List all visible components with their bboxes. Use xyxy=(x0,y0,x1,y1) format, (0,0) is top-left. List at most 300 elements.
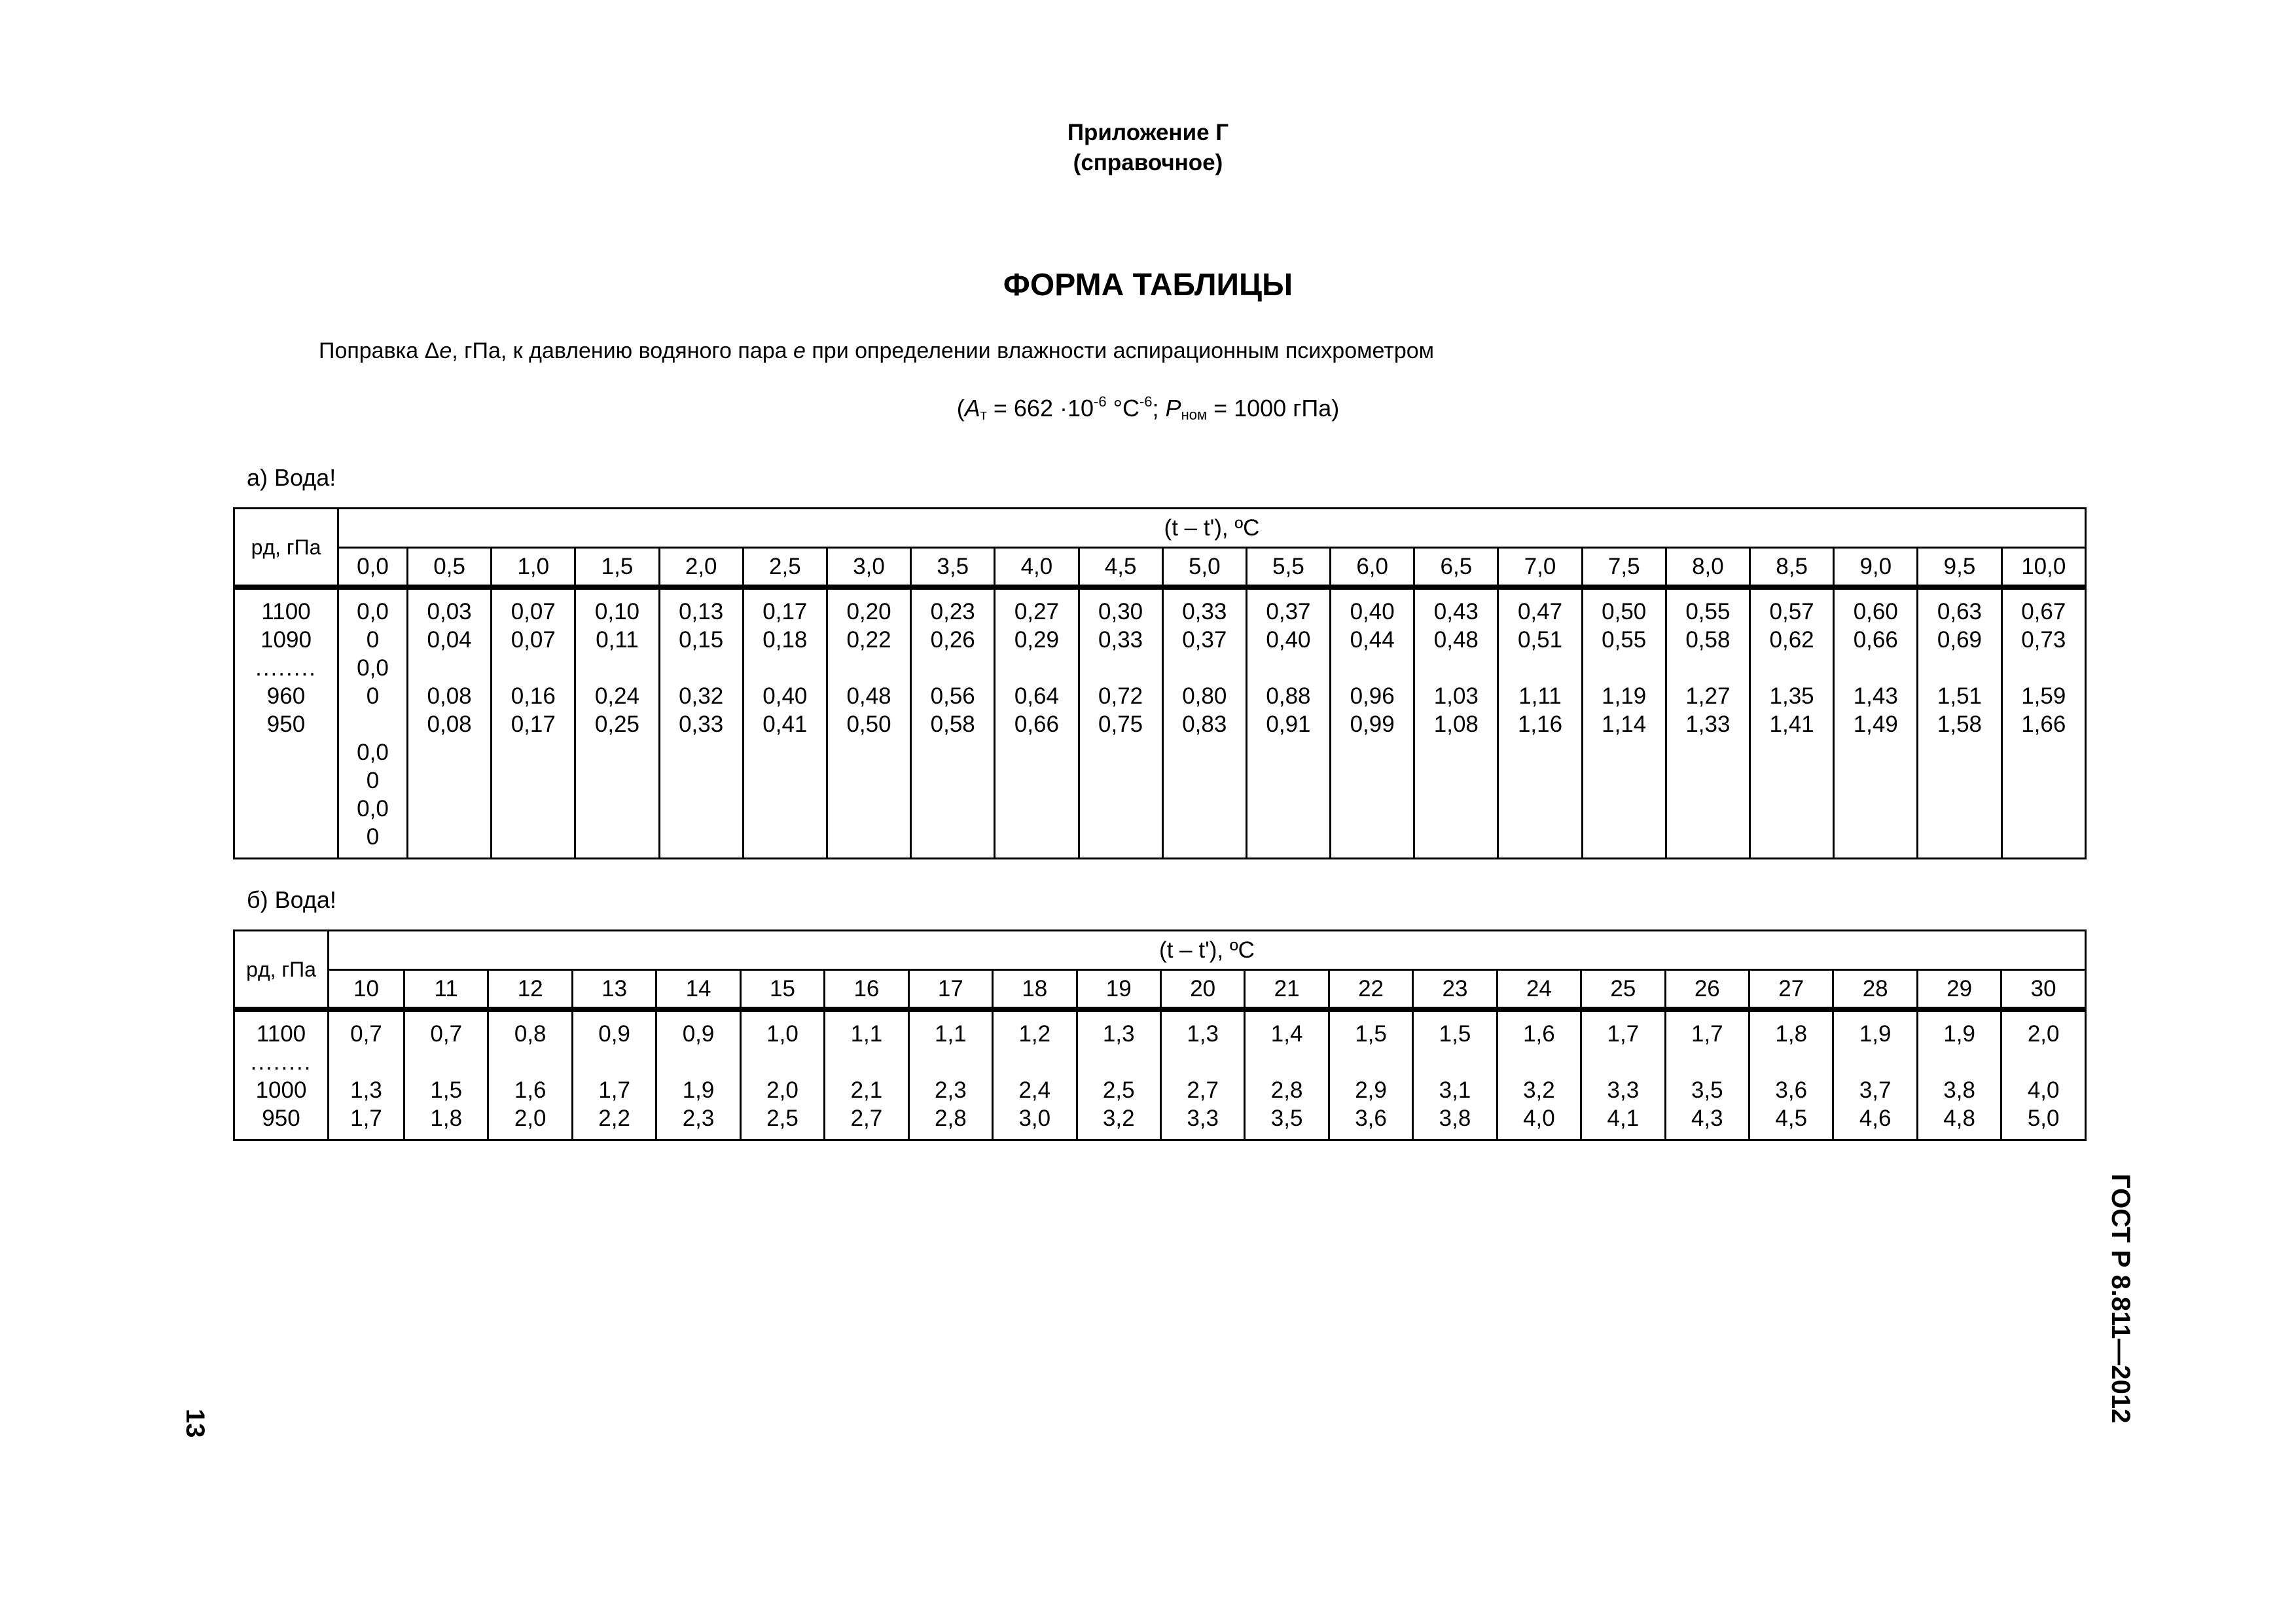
correction-value: 1,7 xyxy=(1691,1021,1723,1047)
correction-value xyxy=(912,654,994,682)
correction-value xyxy=(329,1048,403,1076)
correction-value: 1,43 xyxy=(1853,683,1898,709)
correction-value xyxy=(1498,1048,1580,1076)
correction-value: 0,7 xyxy=(350,1021,382,1047)
correction-value: 2,4 xyxy=(1018,1077,1051,1103)
delta-symbol: Δ xyxy=(424,338,440,363)
column-header: 22 xyxy=(1329,970,1412,1010)
column-header: 17 xyxy=(908,970,992,1010)
correction-value: 2,9 xyxy=(1355,1077,1387,1103)
column-header: 6,0 xyxy=(1331,548,1414,588)
value-column xyxy=(1833,1009,1917,1140)
column-header: 24 xyxy=(1497,970,1581,1010)
correction-value: 0,13 xyxy=(679,599,724,624)
correction-value: 0,60 xyxy=(1853,599,1898,624)
column-header: 9,0 xyxy=(1834,548,1918,588)
correction-value: 0,0 xyxy=(357,796,389,821)
correction-value: 3,2 xyxy=(1523,1077,1555,1103)
pressure-value: 950 xyxy=(266,712,306,737)
value-column xyxy=(1498,587,1582,859)
correction-value: 0,57 xyxy=(1769,599,1814,624)
correction-value: 3,2 xyxy=(1102,1106,1135,1131)
correction-value: 0,11 xyxy=(596,627,639,653)
column-header: 14 xyxy=(656,970,740,1010)
correction-value: 1,3 xyxy=(1102,1021,1135,1047)
value-column xyxy=(656,1009,740,1140)
column-header: 0,5 xyxy=(408,548,492,588)
value-column xyxy=(1414,587,1498,859)
value-column xyxy=(1329,1009,1412,1140)
correction-value xyxy=(1499,654,1581,682)
correction-value: 3,5 xyxy=(1691,1077,1723,1103)
correction-value: 0,64 xyxy=(1014,683,1059,709)
correction-value: 0,29 xyxy=(1014,627,1059,653)
section-b-label: б) Вода! xyxy=(247,886,336,913)
correction-value: 0,07 xyxy=(511,599,556,624)
correction-value: 1,59 xyxy=(2021,683,2066,709)
correction-value: 1,7 xyxy=(598,1077,630,1103)
correction-value: 0,9 xyxy=(682,1021,715,1047)
correction-value: 0 xyxy=(366,768,380,793)
correction-value: 2,2 xyxy=(598,1106,630,1131)
correction-value xyxy=(1414,1048,1496,1076)
correction-value: 2,0 xyxy=(2027,1021,2060,1047)
correction-value: 4,0 xyxy=(1523,1106,1555,1131)
page-number: 13 xyxy=(181,1409,209,1438)
correction-value: 0,33 xyxy=(679,712,724,737)
correction-value: 1,3 xyxy=(1187,1021,1219,1047)
correction-value: 3,0 xyxy=(1018,1106,1051,1131)
value-column xyxy=(825,1009,908,1140)
correction-value: 0,07 xyxy=(511,627,556,653)
correction-value: 0,04 xyxy=(427,627,472,653)
column-header: 4,0 xyxy=(995,548,1079,588)
correction-value xyxy=(489,1048,571,1076)
pressure-value: 1000 xyxy=(255,1077,307,1103)
value-column xyxy=(2001,587,2085,859)
column-header: 8,5 xyxy=(1750,548,1834,588)
column-header: 6,5 xyxy=(1414,548,1498,588)
correction-value: 1,19 xyxy=(1602,683,1647,709)
correction-value: 1,6 xyxy=(514,1077,547,1103)
column-header: 23 xyxy=(1413,970,1497,1010)
value-column xyxy=(1079,587,1162,859)
value-column xyxy=(1246,587,1330,859)
correction-value xyxy=(1080,654,1162,682)
correction-value: 1,0 xyxy=(766,1021,798,1047)
correction-value: 0,20 xyxy=(846,599,891,624)
correction-value: 1,14 xyxy=(1602,712,1647,737)
correction-value xyxy=(1331,654,1413,682)
correction-value xyxy=(1078,1048,1160,1076)
correction-value xyxy=(825,1048,907,1076)
correction-value: 2,5 xyxy=(766,1106,798,1131)
correction-value: 0,43 xyxy=(1433,599,1479,624)
correction-value: 0,0 xyxy=(357,599,389,624)
correction-value: 4,3 xyxy=(1691,1106,1723,1131)
correction-value: 0,66 xyxy=(1853,627,1898,653)
correction-value: 2,1 xyxy=(850,1077,883,1103)
correction-value xyxy=(405,1048,487,1076)
correction-value: 0,23 xyxy=(930,599,975,624)
correction-value: 3,3 xyxy=(1187,1106,1219,1131)
correction-value: 0,50 xyxy=(846,712,891,737)
correction-value: 5,0 xyxy=(2027,1106,2060,1131)
column-header: 4,5 xyxy=(1079,548,1162,588)
correction-value xyxy=(994,1048,1075,1076)
value-column xyxy=(1077,1009,1160,1140)
correction-value xyxy=(744,654,826,682)
value-column xyxy=(1413,1009,1497,1140)
correction-value: 0,8 xyxy=(514,1021,547,1047)
column-header: 15 xyxy=(740,970,824,1010)
correction-value: 1,16 xyxy=(1517,712,1563,737)
correction-value: 0,55 xyxy=(1685,599,1731,624)
correction-value xyxy=(408,654,490,682)
correction-value: 0,72 xyxy=(1098,683,1143,709)
correction-value: 2,3 xyxy=(935,1077,967,1103)
value-column xyxy=(1497,1009,1581,1140)
correction-value: 0,69 xyxy=(1937,627,1982,653)
correction-value xyxy=(2003,654,2085,682)
correction-value: 0,15 xyxy=(679,627,724,653)
correction-value xyxy=(339,710,406,738)
correction-value: 0,0 xyxy=(357,655,389,681)
value-column xyxy=(995,587,1079,859)
correction-value: 0,51 xyxy=(1517,627,1563,653)
correction-value xyxy=(1666,1048,1748,1076)
column-header: 30 xyxy=(2001,970,2086,1010)
correction-value: 0,50 xyxy=(1602,599,1647,624)
correction-value: 1,4 xyxy=(1270,1021,1303,1047)
correction-value: 0,96 xyxy=(1350,683,1395,709)
correction-value: 1,3 xyxy=(350,1077,382,1103)
correction-value: 1,2 xyxy=(1018,1021,1051,1047)
value-column xyxy=(1750,587,1834,859)
value-column xyxy=(1245,1009,1329,1140)
correction-value: 1,5 xyxy=(1355,1021,1387,1047)
correction-value: 4,6 xyxy=(1859,1106,1892,1131)
column-header: 0,0 xyxy=(338,548,408,588)
column-header: 19 xyxy=(1077,970,1160,1010)
correction-value: 0,30 xyxy=(1098,599,1143,624)
value-column xyxy=(329,1009,404,1140)
value-column xyxy=(408,587,492,859)
correction-value xyxy=(657,1048,739,1076)
correction-value: 0,25 xyxy=(594,712,640,737)
correction-value: 0,48 xyxy=(846,683,891,709)
correction-value: 0,58 xyxy=(930,712,975,737)
correction-value: 3,1 xyxy=(1439,1077,1471,1103)
value-column xyxy=(492,587,575,859)
column-header: 21 xyxy=(1245,970,1329,1010)
value-column xyxy=(338,587,408,859)
correction-value: 0 xyxy=(366,824,380,850)
value-column xyxy=(1581,1009,1665,1140)
correction-value: 0,56 xyxy=(930,683,975,709)
correction-value: 1,41 xyxy=(1769,712,1814,737)
correction-value: 0,17 xyxy=(511,712,556,737)
correction-value: 3,8 xyxy=(1943,1077,1975,1103)
correction-value: 0 xyxy=(366,683,380,709)
correction-value: 0,80 xyxy=(1182,683,1227,709)
correction-value: 1,35 xyxy=(1769,683,1814,709)
column-header: 7,0 xyxy=(1498,548,1582,588)
correction-value xyxy=(1330,1048,1412,1076)
value-column xyxy=(1834,587,1918,859)
value-column xyxy=(2001,1009,2086,1140)
correction-value: 2,0 xyxy=(514,1106,547,1131)
correction-value: 0,27 xyxy=(1014,599,1059,624)
correction-value: 0,40 xyxy=(1350,599,1395,624)
pressure-value: 950 xyxy=(262,1106,300,1131)
table-water-a xyxy=(233,507,2087,859)
value-column xyxy=(404,1009,488,1140)
column-header: 28 xyxy=(1833,970,1917,1010)
correction-value: 0 xyxy=(366,627,380,653)
value-column xyxy=(1666,587,1749,859)
correction-value: 0,0 xyxy=(357,740,389,765)
correction-value: 3,8 xyxy=(1439,1106,1471,1131)
column-header: 2,0 xyxy=(659,548,743,588)
correction-value: 3,3 xyxy=(1607,1077,1640,1103)
correction-value xyxy=(828,654,910,682)
correction-value: 1,7 xyxy=(1607,1021,1640,1047)
value-column xyxy=(1918,587,2001,859)
correction-value: 1,49 xyxy=(1853,712,1898,737)
correction-value xyxy=(576,654,658,682)
correction-value: 4,1 xyxy=(1607,1106,1640,1131)
column-header: 7,5 xyxy=(1582,548,1666,588)
correction-value: 1,51 xyxy=(1937,683,1982,709)
correction-value xyxy=(996,654,1077,682)
correction-value: 0,03 xyxy=(427,599,472,624)
correction-value: 0,41 xyxy=(762,712,808,737)
correction-value: 0,75 xyxy=(1098,712,1143,737)
column-header: 9,5 xyxy=(1918,548,2001,588)
column-header: 5,0 xyxy=(1162,548,1246,588)
correction-value xyxy=(1247,654,1329,682)
pressure-value: ........ xyxy=(250,1049,312,1075)
column-header: 8,0 xyxy=(1666,548,1749,588)
correction-value xyxy=(1246,1048,1327,1076)
correction-value: 1,9 xyxy=(1859,1021,1892,1047)
correction-value: 0,99 xyxy=(1350,712,1395,737)
correction-value: 2,8 xyxy=(935,1106,967,1131)
correction-value: 1,8 xyxy=(430,1106,463,1131)
value-column xyxy=(1917,1009,2001,1140)
correction-value: 1,27 xyxy=(1685,683,1731,709)
correction-value: 0,48 xyxy=(1433,627,1479,653)
annex-title: Приложение Г xyxy=(1067,120,1229,145)
correction-value: 1,66 xyxy=(2021,712,2066,737)
table-caption: Поправка Δe, гПа, к давлению водяного пара e при определении влажности аспирационным психрометром xyxy=(319,338,1435,363)
value-column xyxy=(993,1009,1077,1140)
correction-value: 2,3 xyxy=(682,1106,715,1131)
correction-value: 1,8 xyxy=(1775,1021,1808,1047)
correction-value: 0,7 xyxy=(430,1021,463,1047)
correction-value: 4,8 xyxy=(1943,1106,1975,1131)
correction-value: 2,7 xyxy=(1187,1077,1219,1103)
correction-value: 3,5 xyxy=(1270,1106,1303,1131)
correction-value: 0,10 xyxy=(594,599,640,624)
value-column xyxy=(911,587,995,859)
value-column xyxy=(740,1009,824,1140)
value-column xyxy=(659,587,743,859)
correction-value: 1,6 xyxy=(1523,1021,1555,1047)
correction-value: 0,17 xyxy=(762,599,808,624)
correction-value: 0,33 xyxy=(1098,627,1143,653)
value-column xyxy=(827,587,910,859)
value-column xyxy=(1331,587,1414,859)
correction-value: 0,62 xyxy=(1769,627,1814,653)
column-header: 26 xyxy=(1665,970,1749,1010)
column-header: 18 xyxy=(993,970,1077,1010)
correction-value: 0,26 xyxy=(930,627,975,653)
correction-value: 0,83 xyxy=(1182,712,1227,737)
value-column xyxy=(1582,587,1666,859)
value-column xyxy=(572,1009,656,1140)
correction-value xyxy=(1918,1048,2000,1076)
correction-value xyxy=(1918,654,2000,682)
correction-value: 0,91 xyxy=(1266,712,1311,737)
correction-value: 0,18 xyxy=(762,627,808,653)
correction-value: 0,47 xyxy=(1517,599,1563,624)
column-header: 27 xyxy=(1749,970,1833,1010)
correction-value: 3,6 xyxy=(1355,1106,1387,1131)
pressure-values xyxy=(234,1009,329,1140)
column-header: 3,5 xyxy=(911,548,995,588)
column-header: 29 xyxy=(1917,970,2001,1010)
correction-value xyxy=(1667,654,1749,682)
correction-value: 2,5 xyxy=(1102,1077,1135,1103)
correction-value xyxy=(910,1048,992,1076)
section-a-label: а) Вода! xyxy=(247,464,336,491)
value-column xyxy=(1665,1009,1749,1140)
correction-value xyxy=(1582,1048,1664,1076)
correction-value: 3,7 xyxy=(1859,1077,1892,1103)
annex-heading xyxy=(0,118,2296,178)
correction-value: 0,67 xyxy=(2021,599,2066,624)
correction-value: 1,5 xyxy=(430,1077,463,1103)
correction-value xyxy=(1834,1048,1916,1076)
correction-value: 1,33 xyxy=(1685,712,1731,737)
correction-value xyxy=(1415,654,1497,682)
column-header: 1,0 xyxy=(492,548,575,588)
correction-value: 1,9 xyxy=(682,1077,715,1103)
correction-value: 1,9 xyxy=(1943,1021,1975,1047)
correction-value xyxy=(492,654,574,682)
correction-value: 3,6 xyxy=(1775,1077,1808,1103)
correction-value xyxy=(573,1048,655,1076)
correction-value: 0,32 xyxy=(679,683,724,709)
correction-value: 0,44 xyxy=(1350,627,1395,653)
correction-value: 0,22 xyxy=(846,627,891,653)
correction-value xyxy=(660,654,742,682)
correction-value: 0,9 xyxy=(598,1021,630,1047)
value-column xyxy=(1160,1009,1244,1140)
correction-value: 0,73 xyxy=(2021,627,2066,653)
correction-value: 1,7 xyxy=(350,1106,382,1131)
correction-value xyxy=(1164,654,1246,682)
value-column xyxy=(743,587,827,859)
correction-value: 1,58 xyxy=(1937,712,1982,737)
correction-value xyxy=(742,1048,823,1076)
value-column xyxy=(488,1009,572,1140)
pressure-value: 1100 xyxy=(261,599,311,624)
correction-value: 4,5 xyxy=(1775,1106,1808,1131)
column-header: 10 xyxy=(329,970,404,1010)
correction-value: 1,11 xyxy=(1518,683,1562,709)
column-header: 11 xyxy=(404,970,488,1010)
value-column xyxy=(908,1009,992,1140)
value-column xyxy=(1749,1009,1833,1140)
correction-value: 0,37 xyxy=(1266,599,1311,624)
temp-diff-header: (t – t'), ºC xyxy=(338,509,2086,548)
column-header: 5,5 xyxy=(1246,548,1330,588)
column-header: 2,5 xyxy=(743,548,827,588)
page-title: ФОРМА ТАБЛИЦЫ xyxy=(1003,268,1293,302)
correction-value xyxy=(1162,1048,1244,1076)
correction-value xyxy=(1583,654,1665,682)
correction-value: 2,8 xyxy=(1270,1077,1303,1103)
correction-value: 0,24 xyxy=(594,683,640,709)
column-header: 16 xyxy=(825,970,908,1010)
pressure-value: 1100 xyxy=(256,1021,306,1047)
correction-value xyxy=(1835,654,1916,682)
value-column xyxy=(575,587,659,859)
correction-value: 0,63 xyxy=(1937,599,1982,624)
correction-value: 1,1 xyxy=(850,1021,883,1047)
pressure-header: pд, гПа xyxy=(234,931,329,1010)
column-header: 1,5 xyxy=(575,548,659,588)
correction-value: 0,16 xyxy=(511,683,556,709)
pressure-value: 1090 xyxy=(260,627,312,653)
value-column xyxy=(1162,587,1246,859)
correction-value: 0,88 xyxy=(1266,683,1311,709)
correction-value: 0,58 xyxy=(1685,627,1731,653)
correction-value xyxy=(1751,654,1833,682)
correction-value: 1,03 xyxy=(1433,683,1479,709)
column-header: 3,0 xyxy=(827,548,910,588)
pressure-value: ........ xyxy=(255,655,317,681)
correction-value xyxy=(2002,1048,2085,1076)
correction-value: 4,0 xyxy=(2027,1077,2060,1103)
correction-value: 0,55 xyxy=(1602,627,1647,653)
table-water-b xyxy=(233,929,2087,1141)
correction-value: 0,08 xyxy=(427,712,472,737)
correction-value: 0,40 xyxy=(1266,627,1311,653)
correction-value: 2,0 xyxy=(766,1077,798,1103)
formula-line: ($A_т = 662 \cdot 10^{-6}$ $^\circ C^{-6}$; $P_{ном} = 1000$ гПа) xyxy=(956,393,1340,423)
correction-value: 1,1 xyxy=(935,1021,967,1047)
pressure-header: pд, гПа xyxy=(234,509,338,588)
correction-value: 0,33 xyxy=(1182,599,1227,624)
correction-value: 0,08 xyxy=(427,683,472,709)
correction-value xyxy=(1750,1048,1832,1076)
column-header: 20 xyxy=(1160,970,1244,1010)
column-header: 13 xyxy=(572,970,656,1010)
column-header: 12 xyxy=(488,970,572,1010)
pressure-value: 960 xyxy=(266,683,306,709)
correction-value: 2,7 xyxy=(850,1106,883,1131)
standard-designation: ГОСТ Р 8.811—2012 xyxy=(2106,1174,2135,1424)
temp-diff-header: (t – t'), ºC xyxy=(329,931,2086,970)
column-header: 25 xyxy=(1581,970,1665,1010)
correction-value: 0,37 xyxy=(1182,627,1227,653)
correction-value: 0,40 xyxy=(762,683,808,709)
column-header: 10,0 xyxy=(2001,548,2085,588)
